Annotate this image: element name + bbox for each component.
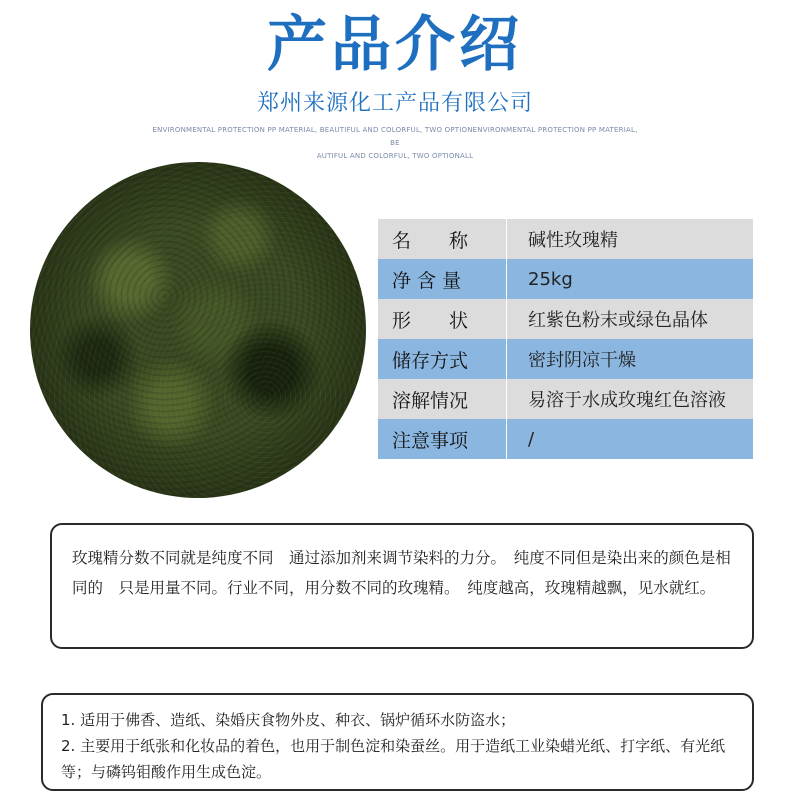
spec-value: 易溶于水成玫瑰红色溶液: [507, 379, 754, 419]
english-tagline-line2: AUTIFUL AND COLORFUL, TWO OPTIONALL: [316, 152, 474, 160]
uses-box: [41, 693, 754, 791]
description-box: [50, 523, 754, 649]
spec-label: 储存方式: [378, 339, 507, 379]
spec-row-shape: [378, 299, 753, 339]
spec-row-net-content: [378, 259, 753, 299]
page-title: 产品介绍: [267, 10, 523, 80]
company-name: 郑州来源化工产品有限公司: [256, 91, 533, 116]
spec-row-name: [378, 219, 753, 259]
description-text: 玫瑰精分数不同就是纯度不同 通过添加剂来调节染料的力分。 纯度不同但是染出来的颜色是相同的 只是用量不同。行业不同，用分数不同的玫瑰精。 纯度越高，玫瑰精越飘，见水就红。: [72, 549, 731, 597]
uses-list: [61, 707, 751, 785]
spec-value: 密封阴凉干燥: [507, 339, 754, 379]
product-powder-photo: [30, 162, 366, 498]
spec-label: 名 称: [378, 219, 507, 259]
uses-item: 1. 适用于佛香、造纸、染婚庆食物外皮、种衣、锅炉循环水防盗水；: [61, 711, 516, 729]
spec-value: 碱性玫瑰精: [507, 219, 754, 259]
english-tagline-line1: ENVIRONMENTAL PROTECTION PP MATERIAL, BEAUTIFUL AND COLORFUL, TWO OPTIONENVIRONMENTAL PROTECTION PP MATERIAL, BE: [152, 126, 638, 147]
spec-row-notes: [378, 419, 753, 459]
spec-label: 注意事项: [378, 419, 507, 459]
spec-label: 净 含 量: [378, 259, 507, 299]
uses-item: 2. 主要用于纸张和化妆品的着色，也用于制色淀和染蚕丝。用于造纸工业染蜡光纸、打字纸、有光纸等；与磷钨钼酸作用生成色淀。: [61, 737, 726, 781]
spec-label: 溶解情况: [378, 379, 507, 419]
spec-value: 红紫色粉末或绿色晶体: [507, 299, 754, 339]
english-tagline: [150, 124, 640, 163]
spec-value: /: [507, 419, 754, 459]
spec-value: 25kg: [507, 259, 754, 299]
spec-row-storage: [378, 339, 753, 379]
spec-table: [378, 219, 753, 459]
spec-row-solubility: [378, 379, 753, 419]
spec-label: 形 状: [378, 299, 507, 339]
